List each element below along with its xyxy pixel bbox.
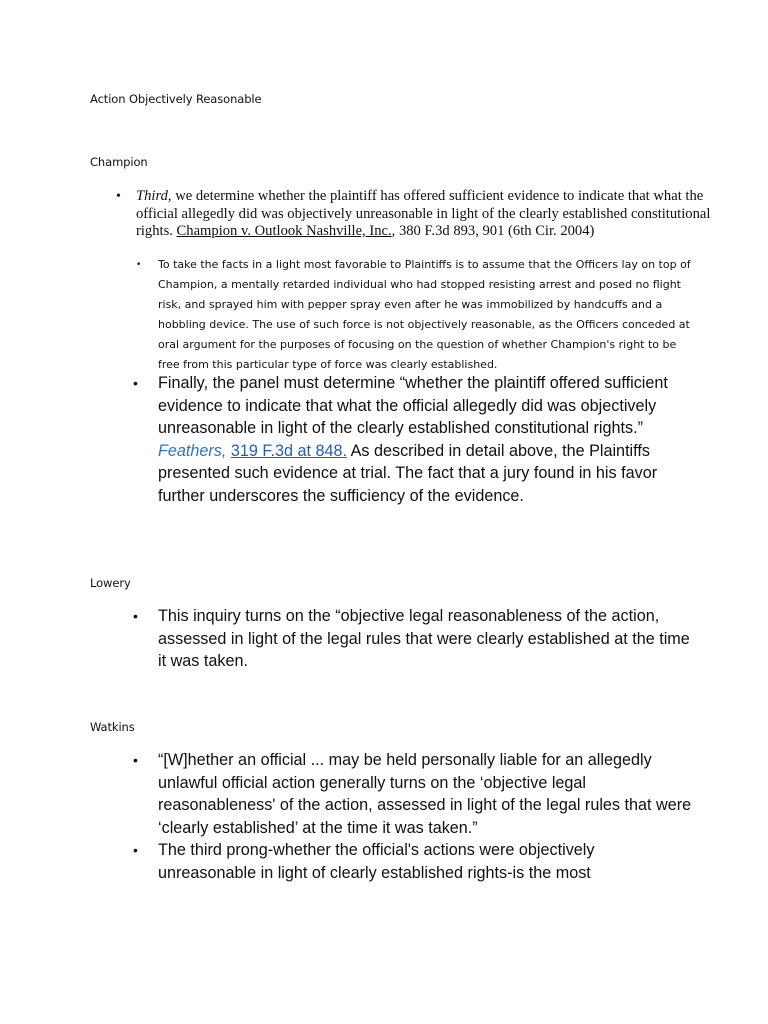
item-text: Finally, the panel must determine “whether the plaintiff offered sufficient evidence to indicate that what the official allegedly did was objectively unreasonable in light of the clearly established constitutional rights.” (158, 374, 668, 437)
item-text-after: As described in detail above, the Plaintiffs presented such evidence at trial. The fact that a jury found in his favor further underscores the sufficiency of the evidence. (158, 441, 658, 505)
list-item (133, 605, 693, 673)
list-item (133, 839, 693, 884)
section-heading-watkins: Watkins (90, 720, 135, 734)
citation-link[interactable]: 319 F.3d at 848. (230, 441, 347, 460)
sub-list-item (136, 255, 696, 375)
list-item-text: The third prong-whether the official's actions were objectively unreasonable in light of clearly established rights-is the most (158, 841, 595, 882)
bullet: • (136, 260, 142, 270)
bullet: • (133, 752, 138, 768)
bullet: • (133, 608, 138, 624)
page-title: Action Objectively Reasonable (90, 92, 262, 106)
list-item-text (158, 372, 693, 507)
sub-item-text: To take the facts in a light most favorable to Plaintiffs is to assume that the Officers lay on top of Champion, a mentally retarded individual who had stopped resisting arrest and posed no flight risk, and sprayed him with pepper spray even after he was immobilized by handcuffs and a hobbling device. The use of such force is not objectively reasonable, as the Officers conceded at oral argument for the purposes of focusing on the question of whether Champion's right to be free from this particular type of force was clearly established. (158, 258, 691, 371)
bullet: • (133, 842, 138, 858)
list-item-text (136, 188, 716, 241)
bullet: • (133, 375, 138, 391)
citation-text: , 380 F.3d 893, 901 (6th Cir. 2004) (391, 223, 595, 240)
list-item (133, 749, 693, 839)
bullet: • (116, 189, 121, 204)
lead-word: Third, (136, 188, 172, 204)
list-item (116, 188, 716, 241)
section-heading-lowery: Lowery (90, 576, 131, 590)
section-heading-champion: Champion (90, 155, 148, 169)
list-item (133, 372, 693, 507)
list-item-text: “[W]hether an official ... may be held personally liable for an allegedly unlawful official action generally turns on the ‘objective legal reasonableness' of the action, assessed in light of the legal rules that were ‘clearly established’ at the time it was taken.” (158, 751, 692, 837)
list-item-text: This inquiry turns on the “objective legal reasonableness of the action, assessed in light of the legal rules that were clearly established at the time it was taken. (158, 607, 690, 670)
item-text: we determine whether the plaintiff has offered sufficient evidence to indicate that what the official allegedly did was objectively unreasonable in light of the clearly established constitutional rights. (136, 188, 711, 240)
case-name-italic: Feathers, (158, 441, 227, 460)
case-citation-name: Champion v. Outlook Nashville, Inc. (176, 223, 392, 240)
